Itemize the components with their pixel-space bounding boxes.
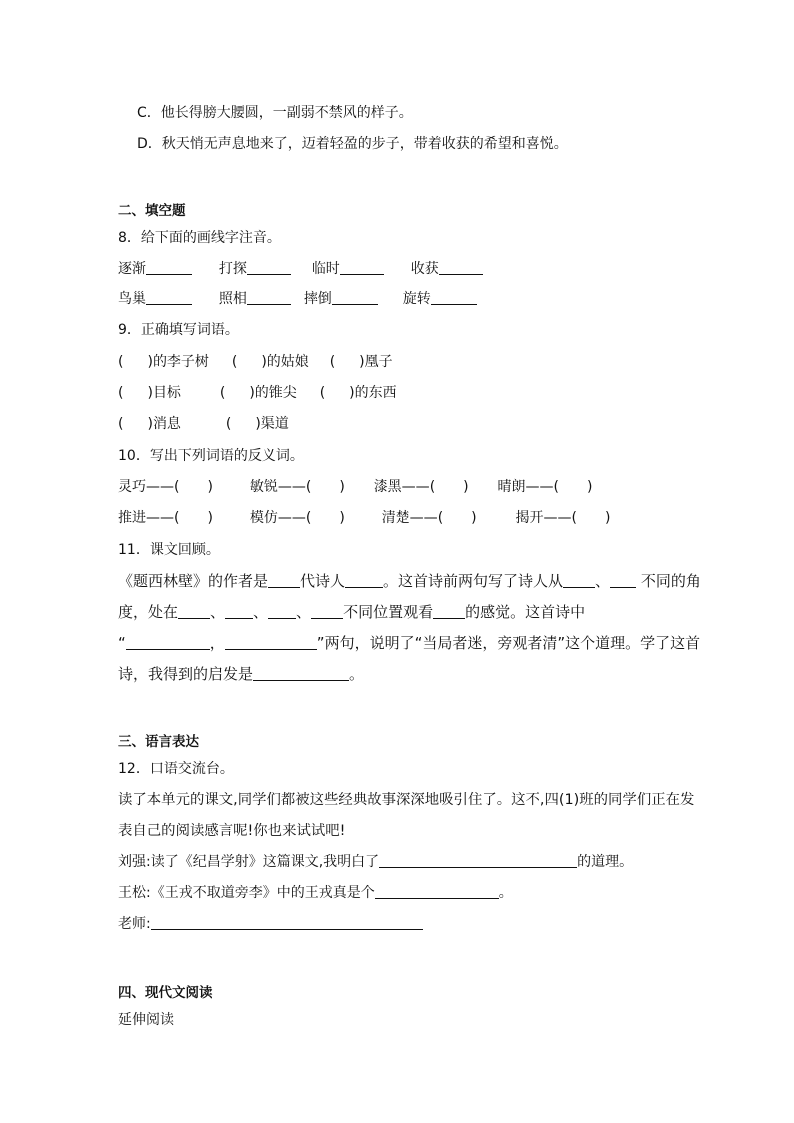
q10-word: 模仿—— — [249, 510, 306, 526]
answer-paren[interactable]: ( ) — [571, 510, 611, 526]
q11-text: 不同位置观看 — [343, 603, 434, 621]
answer-paren[interactable]: ( ) — [429, 479, 469, 495]
q11-text: 、 — [296, 603, 312, 621]
answer-paren[interactable]: ( ) — [225, 416, 261, 432]
answer-blank[interactable] — [433, 604, 465, 619]
q9-word: 凰子 — [364, 354, 393, 370]
answer-blank[interactable] — [151, 915, 423, 930]
q8-word: 打探 — [218, 261, 247, 277]
answer-paren[interactable]: ( ) — [174, 510, 213, 526]
q10-word: 清楚—— — [381, 510, 438, 526]
answer-blank[interactable] — [345, 573, 383, 588]
section-title-reading: 四、现代文阅读 — [118, 985, 213, 1001]
q11-text: “ — [118, 634, 126, 652]
q9-row3 — [118, 414, 289, 434]
answer-blank[interactable] — [146, 290, 192, 305]
q8-stem: 8．给下面的画线字注音。 — [118, 230, 281, 246]
answer-paren[interactable]: ( ) — [231, 354, 267, 370]
q11-text: 代诗人 — [300, 572, 346, 590]
option-d: D．秋天悄无声息地来了，迈着轻盈的步子，带着收获的希望和喜悦。 — [137, 136, 568, 152]
answer-blank[interactable] — [379, 853, 577, 868]
q11-text: 《题西林壁》的作者是 — [118, 572, 269, 590]
q12-intro-line1: 读了本单元的课文,同学们都被这些经典故事深深地吸引住了。这不,四(1)班的同学们正在发 — [118, 792, 695, 808]
q10-word: 敏锐—— — [249, 479, 306, 495]
q9-word: 消息 — [152, 416, 181, 432]
q11-text: 的感觉。这首诗中 — [465, 603, 586, 621]
q9-word: 的李子树 — [152, 354, 209, 370]
q9-word: 目标 — [152, 385, 181, 401]
section-title-expression: 三、语言表达 — [118, 734, 199, 750]
answer-blank[interactable] — [340, 260, 384, 275]
q12-text: 王松:《王戎不取道旁李》中的王戎真是个 — [118, 885, 375, 901]
answer-blank[interactable] — [563, 573, 595, 588]
q8-word: 临时 — [311, 261, 340, 277]
q11-text: 、 — [253, 603, 269, 621]
q12-text: 刘强:读了《纪昌学射》这篇课文,我明白了 — [118, 854, 380, 870]
q11-line3 — [118, 633, 700, 653]
answer-blank[interactable] — [178, 604, 210, 619]
q11-line2 — [118, 602, 585, 622]
q9-stem: 9．正确填写词语。 — [118, 322, 239, 338]
q10-row1 — [118, 477, 592, 497]
q8-word: 收获 — [410, 261, 439, 277]
answer-paren[interactable]: ( ) — [305, 510, 345, 526]
q11-stem: 11．课文回顾。 — [118, 542, 220, 558]
q8-row2 — [118, 289, 477, 309]
answer-blank[interactable] — [247, 260, 291, 275]
q11-text: 不同的角 — [636, 572, 701, 590]
q9-word: 的锥尖 — [254, 385, 297, 401]
q12-stem: 12．口语交流台。 — [118, 761, 234, 777]
q11-text: 。 — [349, 665, 365, 683]
answer-paren[interactable]: ( ) — [118, 416, 153, 432]
answer-blank[interactable] — [225, 635, 317, 650]
q8-word: 旋转 — [402, 291, 431, 307]
answer-blank[interactable] — [332, 290, 378, 305]
answer-blank[interactable] — [146, 260, 192, 275]
q8-word: 逐渐 — [118, 261, 146, 277]
q10-stem: 10．写出下列词语的反义词。 — [118, 448, 304, 464]
q9-word: 渠道 — [260, 416, 289, 432]
answer-blank[interactable] — [247, 290, 291, 305]
answer-blank[interactable] — [439, 260, 483, 275]
reading-subtitle: 延伸阅读 — [118, 1012, 174, 1028]
q8-word: 摔倒 — [303, 291, 332, 307]
q9-row1 — [118, 352, 393, 372]
answer-paren[interactable]: ( ) — [118, 385, 153, 401]
answer-blank[interactable] — [126, 635, 210, 650]
answer-blank[interactable] — [268, 573, 300, 588]
q10-word: 晴朗—— — [497, 479, 554, 495]
q8-word: 鸟巢 — [118, 291, 146, 307]
answer-blank[interactable] — [431, 290, 477, 305]
q9-word: 的东西 — [354, 385, 397, 401]
answer-blank[interactable] — [610, 573, 636, 588]
q10-word: 推进—— — [118, 510, 174, 526]
q12-wang-line — [118, 883, 513, 903]
option-c: C．他长得膀大腰圆，一副弱不禁风的样子。 — [137, 105, 413, 121]
q12-text: 老师: — [118, 916, 151, 932]
q11-line1 — [118, 571, 701, 591]
q12-text: 。 — [498, 885, 513, 901]
answer-paren[interactable]: ( ) — [329, 354, 365, 370]
q11-text: 、 — [595, 572, 611, 590]
q12-intro-line2: 表自己的阅读感言呢!你也来试试吧! — [118, 823, 346, 839]
answer-blank[interactable] — [253, 666, 349, 681]
q11-text: ， — [209, 634, 225, 652]
section-title-fill-in: 二、填空题 — [118, 203, 186, 219]
q11-text: 。这首诗前两句写了诗人从 — [383, 572, 564, 590]
answer-blank[interactable] — [268, 604, 296, 619]
q10-word: 灵巧—— — [118, 479, 174, 495]
answer-paren[interactable]: ( ) — [118, 354, 153, 370]
q8-word: 照相 — [218, 291, 247, 307]
answer-paren[interactable]: ( ) — [305, 479, 345, 495]
answer-blank[interactable] — [225, 604, 253, 619]
q11-text: 、 — [210, 603, 226, 621]
q11-text: ”两句，说明了“当局者迷，旁观者清”这个道理。学了这首 — [316, 634, 701, 652]
answer-blank[interactable] — [311, 604, 343, 619]
q12-liu-line — [118, 852, 633, 872]
answer-paren[interactable]: ( ) — [553, 479, 593, 495]
q11-line4 — [118, 664, 364, 684]
q10-word: 漆黑—— — [373, 479, 430, 495]
answer-paren[interactable]: ( ) — [174, 479, 213, 495]
answer-paren[interactable]: ( ) — [437, 510, 477, 526]
q9-row2 — [118, 383, 397, 403]
q9-word: 的姑娘 — [266, 354, 309, 370]
q8-row1 — [118, 259, 483, 279]
answer-paren[interactable]: ( ) — [319, 385, 355, 401]
q11-text: 诗，我得到的启发是 — [118, 665, 254, 683]
q11-text: 度，处在 — [118, 603, 179, 621]
q12-teacher-line — [118, 914, 423, 934]
answer-blank[interactable] — [375, 884, 499, 899]
answer-paren[interactable]: ( ) — [219, 385, 255, 401]
q12-text: 的道理。 — [577, 854, 634, 870]
q10-word: 揭开—— — [515, 510, 572, 526]
q10-row2 — [118, 508, 610, 528]
